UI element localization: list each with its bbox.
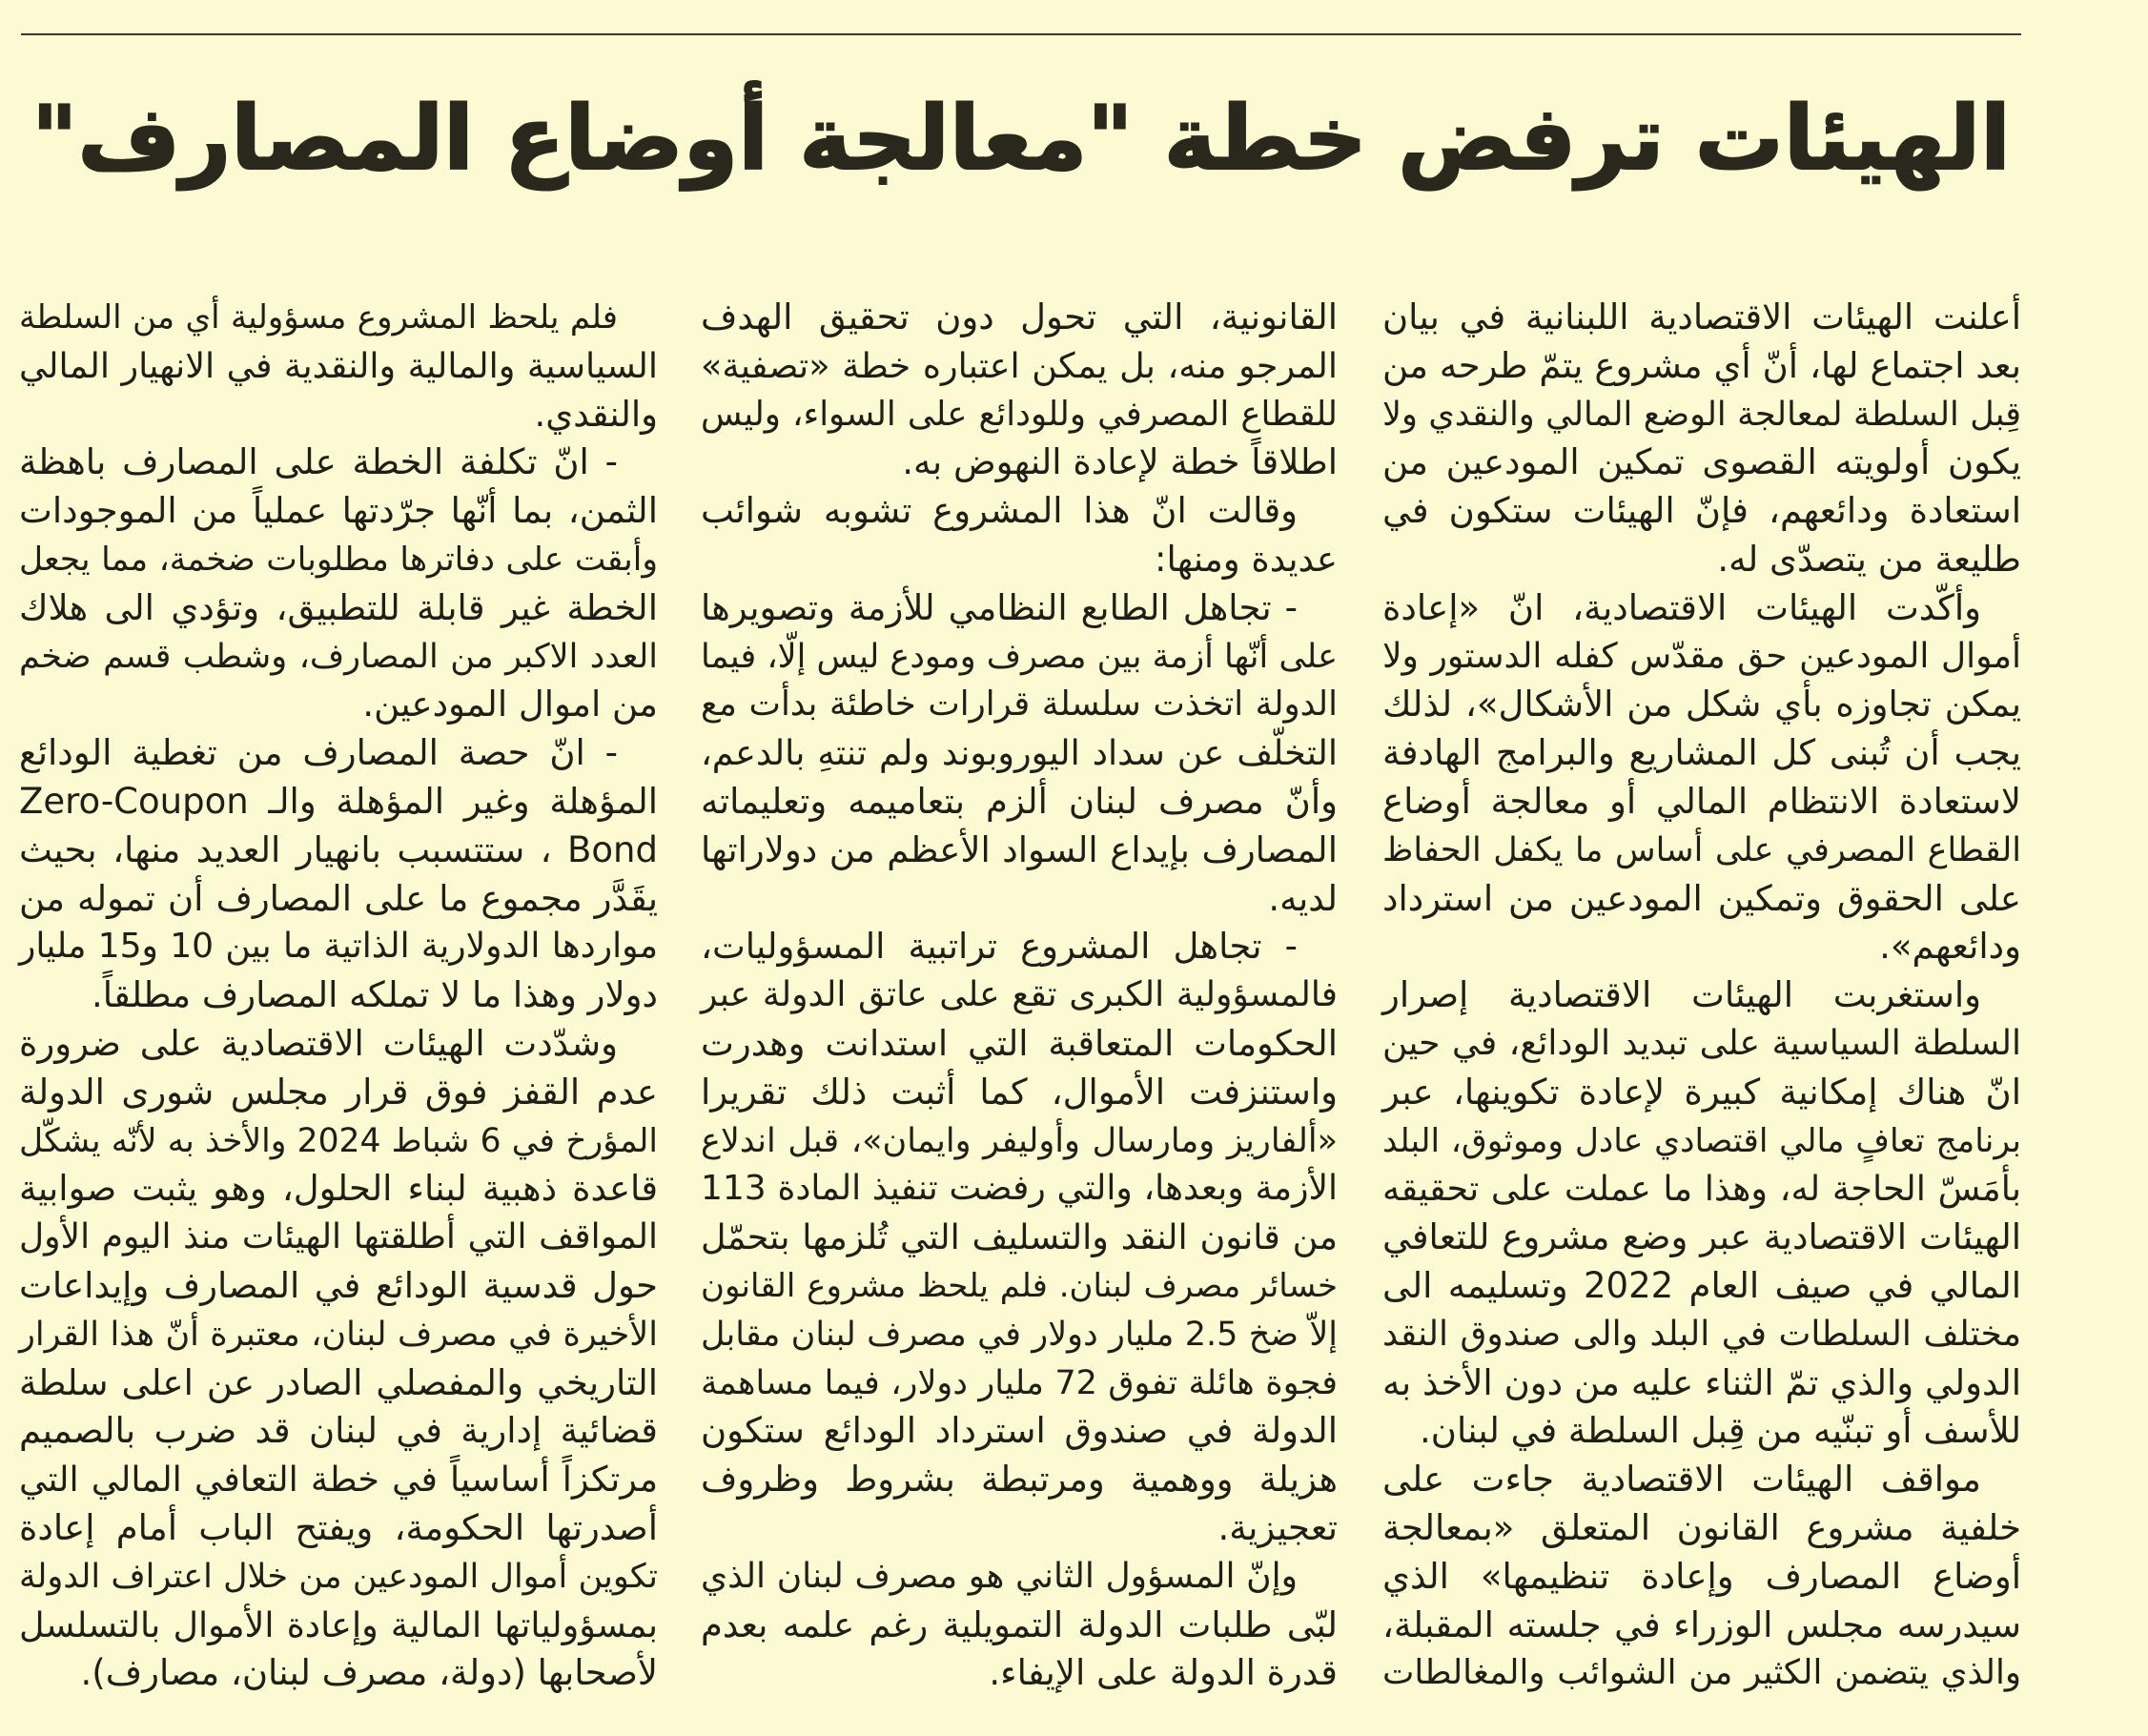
text-line: واستنزفت الأموال، كما أثبت ذلك تقريرا — [701, 1071, 1338, 1113]
text-line: أوضاع المصارف وإعادة تنظيمها» الذي — [1382, 1555, 2021, 1597]
paragraph — [1382, 294, 2021, 584]
text-line: عدم القفز فوق قرار مجلس شورى الدولة — [19, 1071, 658, 1113]
text-line: قدرة الدولة على الإيفاء. — [989, 1652, 1338, 1694]
text-line: الدولي والذي تمّ الثناء عليه من دون الأخذ به — [1382, 1361, 2021, 1403]
text-line: للأسف أو تبنّيه من قِبل السلطة في لبنان. — [1420, 1410, 2021, 1452]
paragraph — [701, 1553, 1338, 1698]
text-line: «ألفاريز ومارسال وأوليفر وايمان»، قبل اندلاع — [701, 1121, 1338, 1160]
text-line: من اموال المودعين. — [362, 684, 658, 725]
text-line: أعلنت الهيئات الاقتصادية اللبنانية في بيان — [1382, 296, 2021, 337]
text-line: خسائر مصرف لبنان. فلم يلحظ مشروع القانون — [701, 1266, 1338, 1305]
text-line: من قانون النقد والتسليف التي تُلزمها بتحمّل — [701, 1216, 1338, 1258]
text-line: لأصحابها (دولة، مصرف لبنان، مصارف). — [80, 1652, 658, 1694]
text-line: قضائية إدارية في لبنان قد ضرب بالصميم — [19, 1410, 658, 1452]
text-line: بمسؤولياتها المالية وإعادة الأموال بالتسلسل — [19, 1603, 658, 1645]
text-line: يكون أولويته القصوى تمكين المودعين من — [1382, 441, 2021, 483]
text-line: تعجيزية. — [1217, 1506, 1338, 1548]
text-line: - تجاهل الطابع النظامي للأزمة وتصويرها — [701, 586, 1298, 628]
headline: الهيئات ترفض خطة "معالجة أوضاع المصارف" — [31, 87, 2011, 190]
text-line: العدد الاكبر من المصارف، وشطب قسم ضخم — [19, 637, 658, 676]
text-line: الأخيرة في مصرف لبنان، معتبرة أنّ هذا القرار — [19, 1315, 658, 1354]
text-line: والذي يتضمن الكثير من الشوائب والمغالطات — [1382, 1653, 2021, 1693]
text-line: المواقف التي أطلقتها الهيئات منذ اليوم الأول — [19, 1217, 658, 1257]
text-line: التاريخي والمفصلي الصادر عن اعلى سلطة — [19, 1361, 658, 1403]
text-line: فلم يلحظ المشروع مسؤولية أي من السلطة — [19, 298, 618, 337]
text-line: يقَدَّر مجموع ما على المصارف أن تموله من — [19, 877, 658, 919]
text-line: اطلاقاً خطة لإعادة النهوض به. — [902, 441, 1338, 483]
text-line: مرتكزاً أساسياً في خطة التعافي المالي التي — [19, 1459, 658, 1501]
text-line: قاعدة ذهبية لبناء الحلول، وهو يثبت صوابية — [19, 1168, 658, 1210]
text-line: استعادة ودائعهم، فإنّ الهيئات ستكون في — [1382, 490, 2021, 532]
text-line: مواقف الهيئات الاقتصادية جاءت على — [1382, 1459, 1981, 1501]
text-line: يجب أن تُبنى كل المشاريع والبرامج الهادفة — [1382, 732, 2021, 774]
text-line: Bond ، ستتسبب بانهيار العديد منها، بحيث — [19, 828, 658, 870]
text-line: الدولة في صندوق استرداد الودائع ستكون — [701, 1410, 1338, 1452]
text-line: قِبل السلطة لمعالجة الوضع المالي والنقدي ولا — [1382, 395, 2021, 434]
text-line: القطاع المصرفي على أساس ما يكفل الحفاظ — [1382, 830, 2021, 869]
text-line: - تجاهل المشروع تراتبية المسؤوليات، — [701, 926, 1298, 968]
text-line: عديدة ومنها: — [1154, 538, 1338, 580]
text-line: الدولة اتخذت سلسلة قرارات خاطئة بدأت مع — [701, 684, 1338, 725]
text-line: الخطة غير قابلة للتطبيق، وتؤدي الى هلاك — [19, 586, 658, 628]
text-line: - انّ تكلفة الخطة على المصارف باهظة — [19, 441, 618, 483]
text-line: بأمَسّ الحاجة له، وهذا ما عملت على تحقيقه — [1382, 1168, 2021, 1210]
text-line: وقالت انّ هذا المشروع تشوبه شوائب — [701, 490, 1298, 532]
text-line: ودائعهم». — [1879, 926, 2021, 968]
text-line: هزيلة ووهمية ومرتبطة بشروط وظروف — [701, 1459, 1338, 1501]
text-line: التخلّف عن سداد اليوروبوند ولم تنتهِ بالدعم، — [701, 732, 1338, 774]
article-column-left — [19, 294, 658, 1698]
top-rule — [21, 33, 2021, 35]
text-line: سيدرسه مجلس الوزراء في جلسته المقبلة، — [1382, 1603, 2021, 1645]
article-column-middle — [701, 294, 1338, 1698]
text-line: المرجو منه، بل يمكن اعتباره خطة «تصفية» — [701, 344, 1338, 386]
text-line: تكوين أموال المودعين من خلال اعتراف الدولة — [19, 1557, 658, 1596]
text-line: مختلف السلطات في البلد والى صندوق النقد — [1382, 1314, 2021, 1354]
text-line: فالمسؤولية الكبرى تقع على عاتق الدولة عبر — [701, 975, 1338, 1015]
text-line: الثمن، بما أنّها جرّدتها عملياً من الموجودات — [19, 490, 658, 532]
text-line: والنقدي. — [534, 393, 658, 435]
text-line: حول قدسية الودائع في المصارف وإيداعات — [19, 1264, 658, 1306]
text-line: الأزمة وبعدها، والتي رفضت تنفيذ المادة 113 — [701, 1169, 1338, 1209]
text-line: المؤرخ في 6 شباط 2024 والأخذ به لأنّه يشكّل — [19, 1121, 659, 1160]
paragraph — [19, 439, 658, 729]
paragraph — [1382, 971, 2021, 1456]
text-line: انّ هناك إمكانية كبيرة لإعادة تكوينها، عبر — [1382, 1071, 2021, 1113]
text-line: السياسية والمالية والنقدية في الانهيار المالي — [19, 344, 658, 386]
text-line: القانونية، التي تحول دون تحقيق الهدف — [701, 296, 1338, 337]
text-line: وشدّدت الهيئات الاقتصادية على ضرورة — [19, 1022, 618, 1064]
text-line: الحكومات المتعاقبة التي استدانت وهدرت — [701, 1022, 1338, 1064]
text-line: وإنّ المسؤول الثاني هو مصرف لبنان الذي — [701, 1556, 1298, 1596]
text-line: مواردها الدولارية الذاتية ما بين 10 و15 مليار — [19, 927, 658, 967]
text-line: لديه. — [1268, 877, 1338, 919]
text-line: إلاّ ضخ 2.5 مليار دولار في مصرف لبنان مقابل — [701, 1315, 1339, 1354]
text-line: للقطاع المصرفي وللودائع على السواء، وليس — [701, 394, 1338, 434]
text-line: خلفية مشروع القانون المتعلق «بمعالجة — [1382, 1506, 2021, 1548]
text-line: يمكن تجاوزه بأي شكل من الأشكال»، لذلك — [1382, 684, 2021, 725]
text-line: فجوة هائلة تفوق 72 مليار دولار، فيما مساهمة — [701, 1363, 1338, 1402]
paragraph — [1382, 1456, 2021, 1698]
text-line: طليعة من يتصدّى له. — [1717, 538, 2021, 580]
text-line: المالي في صيف العام 2022 وتسليمه الى — [1382, 1264, 2022, 1306]
text-line: وأنّ مصرف لبنان ألزم بتعاميمه وتعليماته — [701, 780, 1338, 822]
text-line: - انّ حصة المصارف من تغطية الودائع — [19, 732, 618, 774]
paragraph — [1382, 584, 2021, 971]
paragraph — [19, 1020, 658, 1698]
text-line: الهيئات الاقتصادية عبر وضع مشروع للتعافي — [1382, 1216, 2021, 1258]
text-line: وأبقت على دفاترها مطلوبات ضخمة، مما يجعل — [19, 540, 658, 579]
text-line: أصدرتها الحكومة، ويفتح الباب أمام إعادة — [19, 1506, 658, 1548]
text-line: على أنّها أزمة بين مصرف ومودع ليس إلّا، فيما — [701, 637, 1338, 676]
text-line: بعد اجتماع لها، أنّ أي مشروع يتمّ طرحه من — [1382, 344, 2021, 386]
article-column-right — [1382, 294, 2021, 1698]
text-line: المصارف بإيداع السواد الأعظم من دولاراتها — [701, 828, 1338, 870]
text-line: لبّى طلبات الدولة التمويلية رغم علمه بعدم — [701, 1603, 1338, 1645]
paragraph — [701, 294, 1338, 487]
paragraph — [701, 584, 1338, 924]
text-line: أموال المودعين حق مقدّس كفله الدستور ولا — [1382, 636, 2021, 676]
text-line: على الحقوق وتمكين المودعين من استرداد — [1382, 877, 2021, 919]
text-line: دولار وهذا ما لا تملكه المصارف مطلقاً. — [91, 974, 658, 1016]
text-line: وأكّدت الهيئات الاقتصادية، انّ «إعادة — [1382, 586, 1981, 628]
text-line: واستغربت الهيئات الاقتصادية إصرار — [1382, 974, 1981, 1016]
text-line: السلطة السياسية على تبديد الودائع، في حين — [1382, 1023, 2021, 1063]
paragraph — [19, 294, 658, 439]
paragraph — [701, 487, 1338, 584]
paragraph — [701, 923, 1338, 1552]
headline-container — [21, 57, 2021, 219]
text-line: برنامج تعافٍ مالي اقتصادي عادل وموثوق، البلد — [1382, 1121, 2021, 1160]
paragraph — [19, 729, 658, 1020]
text-line: المؤهلة وغير المؤهلة والـ Zero-Coupon — [19, 780, 658, 822]
text-line: لاستعادة الانتظام المالي أو معالجة أوضاع — [1382, 780, 2021, 822]
